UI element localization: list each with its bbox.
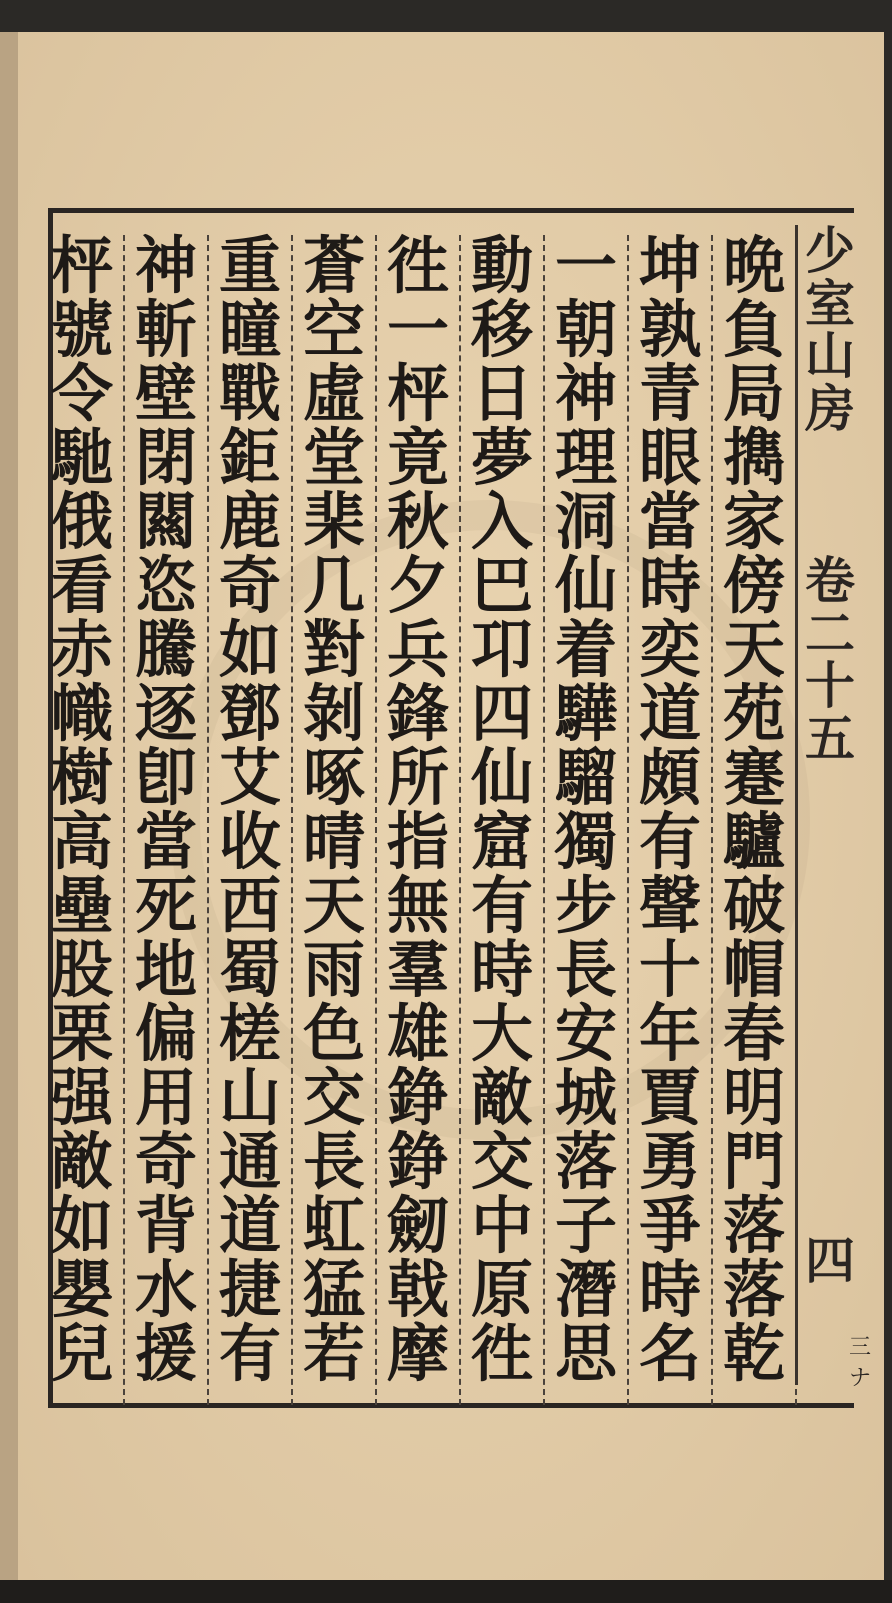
character: 當	[638, 485, 701, 558]
character: 當	[134, 805, 197, 878]
character: 天	[302, 869, 365, 942]
character: 剝	[302, 677, 365, 750]
character: 落	[554, 1125, 617, 1198]
character: 奇	[218, 549, 281, 622]
character: 潛	[554, 1253, 617, 1326]
character: 一	[386, 293, 449, 366]
character: 交	[302, 1061, 365, 1134]
character: 棐	[302, 485, 365, 558]
character: 名	[638, 1317, 701, 1390]
character: 鋒	[386, 677, 449, 750]
character: 水	[134, 1253, 197, 1326]
character: 若	[302, 1317, 365, 1390]
character: 洞	[554, 485, 617, 558]
character: 逐	[134, 677, 197, 750]
character: 摩	[386, 1317, 449, 1390]
character: 原	[470, 1253, 533, 1326]
character: 通	[218, 1125, 281, 1198]
character: 重	[218, 229, 281, 302]
character: 局	[722, 357, 785, 430]
character: 卭	[470, 613, 533, 686]
character: 几	[302, 549, 365, 622]
spine-volume: 卷 二 十 五	[805, 551, 855, 768]
character: 明	[722, 1061, 785, 1134]
character: 强	[50, 1061, 113, 1134]
character: 落	[722, 1253, 785, 1326]
text-column	[209, 229, 293, 1405]
character: 色	[302, 997, 365, 1070]
character: 獨	[554, 805, 617, 878]
character: 朝	[554, 293, 617, 366]
character: 錚	[386, 1125, 449, 1198]
character: 錚	[386, 1061, 449, 1134]
character: 恣	[134, 549, 197, 622]
character: 徃	[470, 1317, 533, 1390]
character: 虹	[302, 1189, 365, 1262]
character: 十	[638, 933, 701, 1006]
character: 瞳	[218, 293, 281, 366]
character: 敵	[50, 1125, 113, 1198]
character: 死	[134, 869, 197, 942]
character: 神	[554, 357, 617, 430]
character: 眼	[638, 421, 701, 494]
character: 鹿	[218, 485, 281, 558]
character: 俄	[50, 485, 113, 558]
character: 號	[50, 293, 113, 366]
character: 理	[554, 421, 617, 494]
character: 高	[50, 805, 113, 878]
character: 道	[638, 677, 701, 750]
character: 山	[218, 1061, 281, 1134]
character: 對	[302, 613, 365, 686]
character: 枰	[50, 229, 113, 302]
character: 栗	[50, 997, 113, 1070]
character: 雄	[386, 997, 449, 1070]
character: 春	[722, 997, 785, 1070]
character: 家	[722, 485, 785, 558]
leaf-number: 三ナ	[848, 1335, 871, 1391]
character: 落	[722, 1189, 785, 1262]
character: 賈	[638, 1061, 701, 1134]
character: 闗	[134, 485, 197, 558]
character: 壘	[50, 869, 113, 942]
character: 背	[134, 1189, 197, 1262]
character: 收	[218, 805, 281, 878]
character: 負	[722, 293, 785, 366]
text-column	[545, 229, 629, 1405]
character: 捷	[218, 1253, 281, 1326]
spine-page: 四	[805, 1231, 855, 1290]
character: 青	[638, 357, 701, 430]
character: 門	[722, 1125, 785, 1198]
character: 長	[554, 933, 617, 1006]
character: 壁	[134, 357, 197, 430]
character: 看	[50, 549, 113, 622]
character: 馳	[50, 421, 113, 494]
character: 晴	[302, 805, 365, 878]
character: 子	[554, 1189, 617, 1262]
character: 枰	[386, 357, 449, 430]
character: 苑	[722, 677, 785, 750]
character: 有	[638, 805, 701, 878]
spine-title: 少 室 山 房	[805, 221, 855, 438]
character: 神	[134, 229, 197, 302]
character: 孰	[638, 293, 701, 366]
character: 帽	[722, 933, 785, 1006]
character: 日	[470, 357, 533, 430]
character: 兵	[386, 613, 449, 686]
character: 城	[554, 1061, 617, 1134]
character: 擕	[722, 421, 785, 494]
character: 勇	[638, 1125, 701, 1198]
character: 騮	[554, 741, 617, 814]
character: 蒼	[302, 229, 365, 302]
character: 股	[50, 933, 113, 1006]
character: 羣	[386, 933, 449, 1006]
character: 聲	[638, 869, 701, 942]
character: 戰	[218, 357, 281, 430]
character: 蜀	[218, 933, 281, 1006]
text-column	[713, 229, 797, 1405]
character: 兒	[50, 1317, 113, 1390]
character: 夕	[386, 549, 449, 622]
scan-border	[0, 1580, 892, 1603]
character: 幟	[50, 677, 113, 750]
character: 閉	[134, 421, 197, 494]
character: 奇	[134, 1125, 197, 1198]
character: 仙	[554, 549, 617, 622]
character: 窟	[470, 805, 533, 878]
character: 偏	[134, 997, 197, 1070]
character: 如	[50, 1189, 113, 1262]
character: 虛	[302, 357, 365, 430]
text-column	[377, 229, 461, 1405]
character: 仙	[470, 741, 533, 814]
character: 有	[218, 1317, 281, 1390]
character: 援	[134, 1317, 197, 1390]
book-edge	[0, 32, 18, 1580]
character: 用	[134, 1061, 197, 1134]
text-column	[629, 229, 713, 1405]
character: 動	[470, 229, 533, 302]
character: 卽	[134, 741, 197, 814]
text-column	[461, 229, 545, 1405]
character: 頗	[638, 741, 701, 814]
character: 思	[554, 1317, 617, 1390]
character: 騰	[134, 613, 197, 686]
character: 艾	[218, 741, 281, 814]
text-column	[125, 229, 209, 1405]
character: 秋	[386, 485, 449, 558]
character: 啄	[302, 741, 365, 814]
character: 嬰	[50, 1253, 113, 1326]
character: 驊	[554, 677, 617, 750]
character: 爭	[638, 1189, 701, 1262]
character: 鉅	[218, 421, 281, 494]
character: 有	[470, 869, 533, 942]
character: 着	[554, 613, 617, 686]
character: 空	[302, 293, 365, 366]
character: 中	[470, 1189, 533, 1262]
character: 道	[218, 1189, 281, 1262]
character: 劒	[386, 1189, 449, 1262]
text-column	[293, 229, 377, 1405]
character: 四	[470, 677, 533, 750]
character: 竟	[386, 421, 449, 494]
character: 奕	[638, 613, 701, 686]
character: 步	[554, 869, 617, 942]
spine-margin	[795, 221, 862, 1385]
character: 坤	[638, 229, 701, 302]
character: 令	[50, 357, 113, 430]
character: 槎	[218, 997, 281, 1070]
character: 驢	[722, 805, 785, 878]
character: 蹇	[722, 741, 785, 814]
character: 傍	[722, 549, 785, 622]
character: 安	[554, 997, 617, 1070]
character: 指	[386, 805, 449, 878]
character: 雨	[302, 933, 365, 1006]
character: 猛	[302, 1253, 365, 1326]
character: 地	[134, 933, 197, 1006]
character: 樹	[50, 741, 113, 814]
character: 時	[470, 933, 533, 1006]
character: 赤	[50, 613, 113, 686]
character: 鄧	[218, 677, 281, 750]
character: 時	[638, 549, 701, 622]
character: 交	[470, 1125, 533, 1198]
character: 戟	[386, 1253, 449, 1326]
text-column	[41, 229, 125, 1405]
character: 徃	[386, 229, 449, 302]
character: 巴	[470, 549, 533, 622]
character: 夢	[470, 421, 533, 494]
character: 晩	[722, 229, 785, 302]
character: 西	[218, 869, 281, 942]
character: 大	[470, 997, 533, 1070]
character: 所	[386, 741, 449, 814]
text-frame	[48, 208, 854, 1408]
character: 如	[218, 613, 281, 686]
character: 年	[638, 997, 701, 1070]
character: 破	[722, 869, 785, 942]
character: 移	[470, 293, 533, 366]
character: 天	[722, 613, 785, 686]
character: 一	[554, 229, 617, 302]
character: 時	[638, 1253, 701, 1326]
character: 斬	[134, 293, 197, 366]
character: 無	[386, 869, 449, 942]
character: 入	[470, 485, 533, 558]
character: 敵	[470, 1061, 533, 1134]
character: 乾	[722, 1317, 785, 1390]
character: 長	[302, 1125, 365, 1198]
character: 堂	[302, 421, 365, 494]
